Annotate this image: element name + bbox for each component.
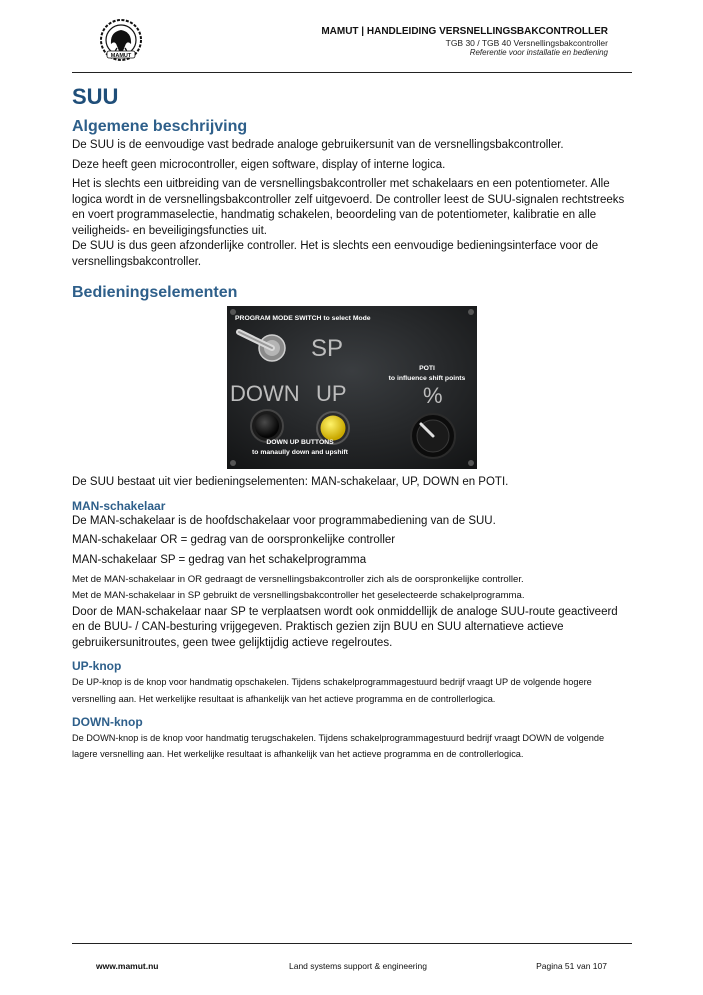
photo-label-mode: PROGRAM MODE SWITCH to select Mode — [235, 315, 371, 323]
poti-knob-graphic — [411, 414, 455, 458]
footer-website: www.mamut.nu — [96, 961, 159, 971]
svg-text:MAMUT: MAMUT — [110, 53, 132, 59]
photo-label-buttons-sub: to manaully down and upshift — [252, 449, 348, 457]
paragraph: De DOWN-knop is de knop voor handmatig terugschakelen. Tijdens schakelprogrammagestuurd bedrijf vraagt DOWN de volgende lagere versnelling aan. Het werkelijke resultaat is afhankelijk van het actieve programma en de controllerlogica. — [72, 732, 605, 759]
paragraph: De SUU bestaat uit vier bedieningselementen: MAN-schakelaar, UP, DOWN en POTI. — [72, 476, 509, 489]
header-divider — [72, 72, 632, 73]
header-title: MAMUT | HANDLEIDING VERSNELLINGSBAKCONTROLLER — [321, 26, 608, 37]
section-heading-general: Algemene beschrijving — [72, 118, 248, 135]
page-title: SUU — [72, 84, 119, 109]
paragraph: MAN-schakelaar OR = gedrag van de oorspronkelijke controller — [72, 534, 396, 547]
mamut-logo — [96, 18, 146, 62]
paragraph: Door de MAN-schakelaar naar SP te verplaatsen wordt ook onmiddellijk de analoge SUU-route geactiveerd en de BUU- / CAN-besturing vrijgegeven. Praktisch gezien zijn BUU en SUU alternatieve actieve gebruikersunitroutes, geen twee gelijktijdig actieve regelroutes. — [72, 605, 618, 649]
header-reference: Referentie voor installatie en bediening — [469, 48, 608, 58]
paragraph: Met de MAN-schakelaar in OR gedraagt de versnellingsbakcontroller zich als de oorspronkelijke controller. — [72, 574, 524, 586]
photo-label-poti: POTI — [419, 365, 435, 373]
photo-label-poti-sub: to influence shift points — [388, 375, 466, 383]
header-subtitle: TGB 30 / TGB 40 Versnellingsbakcontroller — [445, 38, 608, 48]
footer-page-number: Pagina 51 van 107 — [536, 961, 607, 971]
page-header — [321, 26, 608, 58]
photo-label-down: DOWN — [230, 381, 300, 407]
suu-control-panel-photo — [227, 306, 477, 469]
photo-label-up: UP — [316, 381, 347, 407]
paragraph: MAN-schakelaar SP = gedrag van het schakelprogramma — [72, 553, 367, 566]
photo-label-percent: % — [423, 383, 443, 409]
paragraph: Het is slechts een uitbreiding van de versnellingsbakcontroller met schakelaars en een potentiometer. Alle logica wordt in de versnellingsbakcontroller zelf uitgevoerd. De controller leest de SUU-signalen rechtstreeks en voert programmaselectie, handmatig schakelen, beoordeling van de potentiometer, kalibratie en alle veiligheids- en beveiligingsfuncties uit. — [72, 178, 625, 237]
paragraph: De SUU is dus geen afzonderlijke controller. Het is slechts een eenvoudige bedieningsinterface voor de versnellingsbakcontroller. — [72, 240, 599, 268]
paragraph: Deze heeft geen microcontroller, eigen software, display of interne logica. — [72, 158, 446, 171]
footer-divider — [72, 943, 632, 944]
paragraph: Met de MAN-schakelaar in SP gebruikt de versnellingsbakcontroller het geselecteerde schakelprogramma. — [72, 589, 525, 601]
photo-label-sp: SP — [311, 335, 344, 363]
footer-tagline: Land systems support & engineering — [289, 961, 427, 971]
section-heading-controls: Bedieningselementen — [72, 284, 238, 302]
paragraph: De MAN-schakelaar is de hoofdschakelaar voor programmabediening van de SUU. — [72, 514, 496, 527]
section-heading-down-button: DOWN-knop — [72, 714, 143, 729]
section-heading-up-button: UP-knop — [72, 659, 122, 674]
page-content — [72, 84, 632, 762]
paragraph: De SUU is de eenvoudige vast bedrade analoge gebruikersunit van de versnellingsbakcontroller. — [72, 139, 564, 151]
paragraph: De UP-knop is de knop voor handmatig opschakelen. Tijdens schakelprogrammagestuurd bedrijf vraagt UP de volgende hogere versnelling aan. Het werkelijke resultaat is afhankelijk van het actieve programma en de controllerlogica. — [72, 677, 592, 704]
photo-label-buttons: DOWN UP BUTTONS — [266, 439, 334, 447]
section-heading-man-switch: MAN-schakelaar — [72, 498, 166, 513]
